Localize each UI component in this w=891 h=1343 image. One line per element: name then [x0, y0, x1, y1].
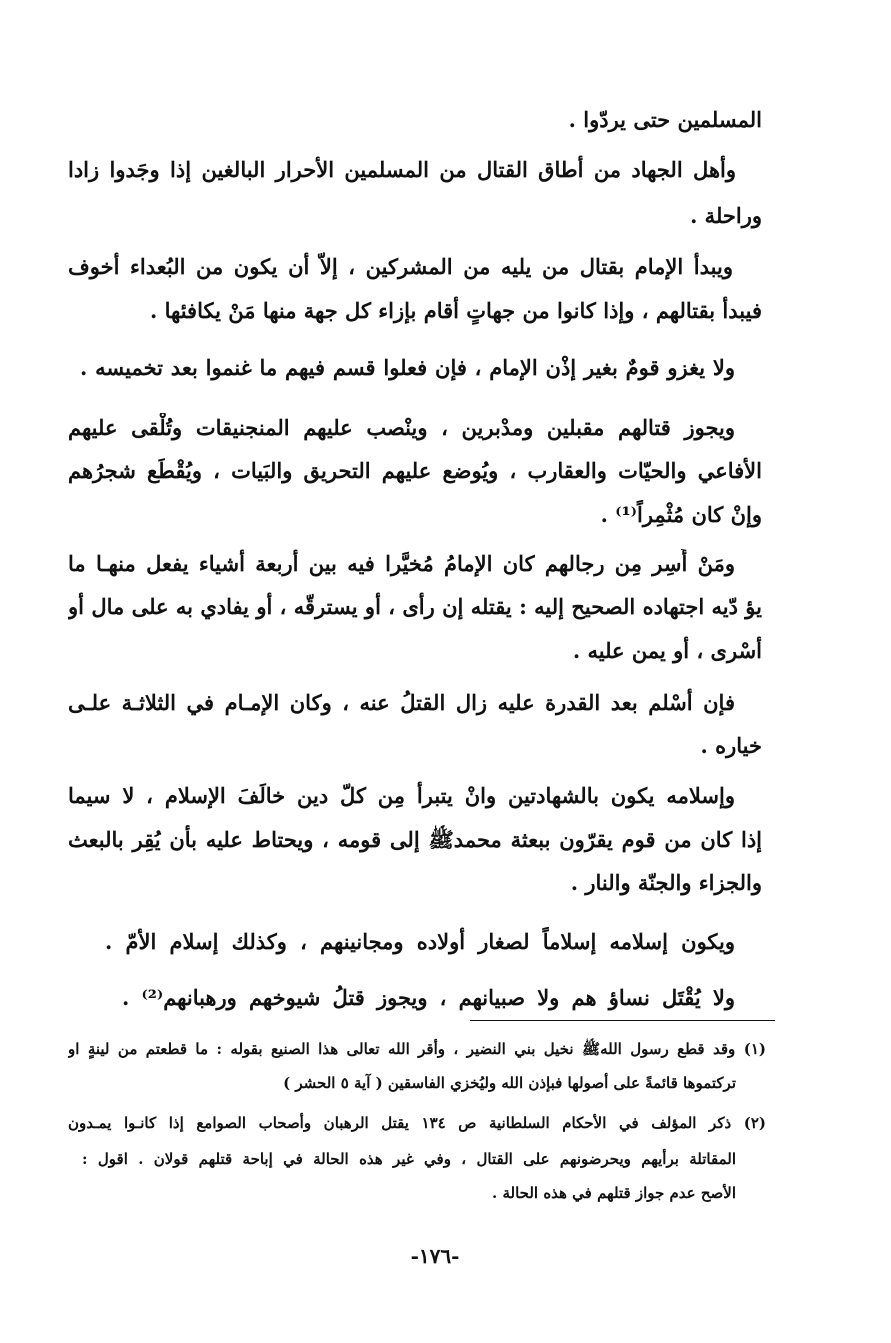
text-line: ويجوز قتالهم مقبلين ومدْبرين ، وينْصب عليهم المنجنيقات وتُلْقى عليهم [68, 415, 735, 440]
text-line: خياره . [700, 733, 762, 758]
text-line: المسلمين حتى يردّوا . [568, 107, 762, 132]
text-line: ولا يُقْتَل نساؤ هم ولا صبيانهم ، ويجوز قتلُ شيوخهم ورهبانهم⁽²⁾ . [122, 985, 735, 1010]
footnote-line: (٢) ذكر المؤلف في الأحكام السلطانية ص ١٣٤ يقتل الرهبان وأصحاب الصوامع إذا كانـوا يمـدون [68, 1114, 766, 1132]
text-line: يؤ دّيه اجتهاده الصحيح إليه : يقتله إن رأى ، أو يسترقّه ، أو يفادي به على مال أو [68, 594, 762, 619]
text-line: والجزاء والجنّة والنار . [570, 870, 762, 895]
text-line: فإن أسْلم بعد القدرة عليه زال القتلُ عنه ، وكان الإمـام في الثلاثـة علـى [68, 690, 735, 715]
footnote-line: المقاتلة برأيهم ويحرضونهم على القتال ، وفي غير هذه الحالة في إباحة قتلهم قولان . اقول : [82, 1150, 736, 1168]
text-line: وراحلة . [690, 203, 762, 228]
text-line: ومَنْ أُسِر مِن رجالهم كان الإمامُ مُخيَّرا فيه بين أربعة أشياء يفعل منهـا ما [68, 551, 735, 576]
text-line: ويبدأ الإمام بقتال من يليه من المشركين ، إلاّ أن يكون من البُعداء أخوف [68, 254, 733, 279]
text-line: إذا كان من قوم يقرّون ببعثة محمدﷺ إلى قومه ، ويحتاط عليه بأن يُقِر بالبعث [68, 827, 762, 852]
text-line: فيبدأ بقتالهم ، وإذا كانوا من جهاتٍ أقام بإزاء كل جهة منها مَنْ يكافئها . [150, 298, 762, 323]
text-line: الأفاعي والحيّات والعقارب ، ويُوضع عليهم التحريق والبَيات ، ويُقْطَع شجرُهم [68, 458, 762, 483]
text-line: وإسلامه يكون بالشهادتين وانْ يتبرأ مِن كلّ دين خالَفَ الإسلام ، لا سيما [68, 783, 735, 808]
text-line: ويكون إسلامه إسلاماً لصغار أولاده ومجانينهم ، وكذلك إسلام الأمّ . [105, 929, 735, 954]
text-line: أسْرى ، أو يمن عليه . [572, 638, 762, 663]
text-line: وأهل الجهاد من أطاق القتال من المسلمين الأحرار البالغين إذا وجَدوا زادا [68, 157, 736, 182]
footnote-line: تركتموها قائمةً على أصولها فبإذن الله وليُخزي الفاسقين ( آية ٥ الحشر ) [283, 1074, 736, 1092]
footnote-line: الأصح عدم جواز قتلهم في هذه الحالة . [492, 1184, 736, 1202]
footnote-line: (١) وقد قطع رسول اللهﷺ نخيل بني النضير ، وأقر الله تعالى هذا الصنيع بقوله : ما قطعتم من لينةٍ او [68, 1040, 766, 1058]
text-line: وإنْ كان مُثْمِراً⁽¹⁾ . [600, 502, 762, 527]
page-number: -١٧٦- [410, 1244, 460, 1268]
footnote-separator [470, 1020, 775, 1021]
text-line: ولا يغزو قومٌ بغير إذْن الإمام ، فإن فعلوا قسم فيهم ما غنموا بعد تخميسه . [80, 355, 735, 380]
